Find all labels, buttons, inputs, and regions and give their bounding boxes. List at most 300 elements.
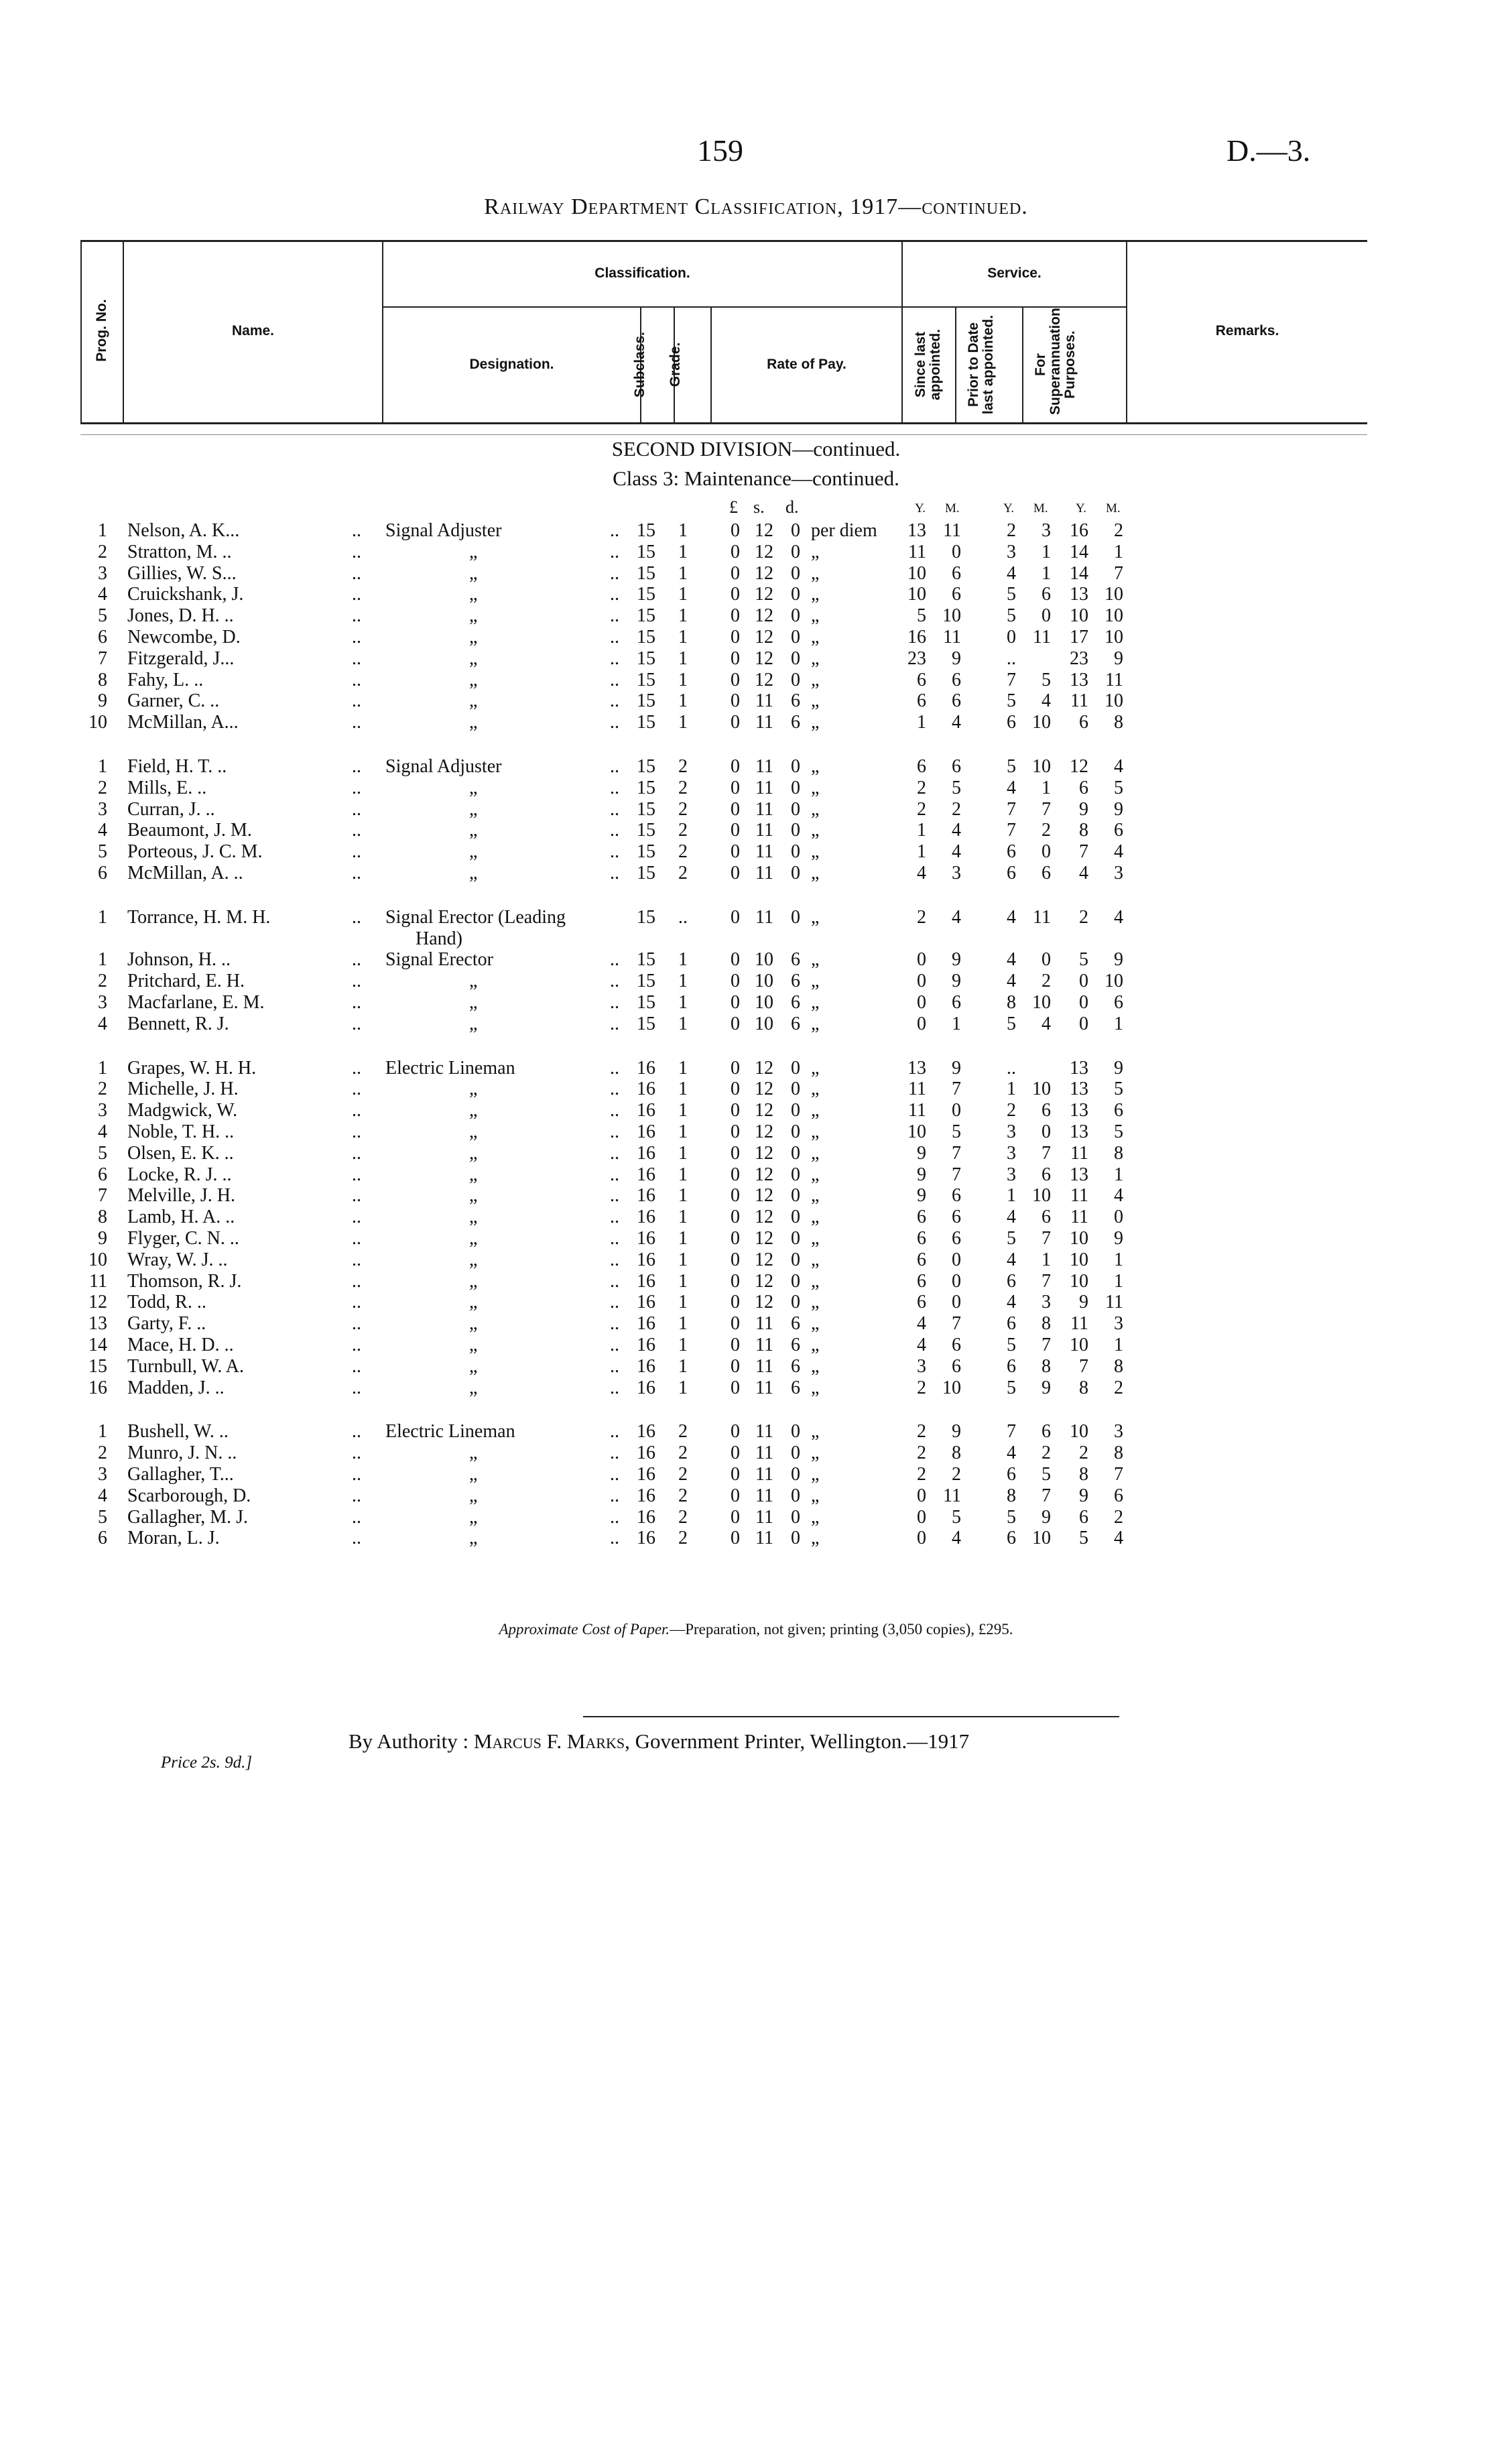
cell-d: 0 — [791, 1464, 800, 1485]
document-reference: D.—3. — [1226, 133, 1311, 168]
cell-m1: 11 — [943, 1485, 961, 1506]
cell-per: „ — [811, 584, 820, 605]
cell-m1: 6 — [952, 584, 961, 605]
cell-per: „ — [811, 541, 820, 562]
cell-name: Gallagher, T... — [127, 1464, 234, 1485]
cell-m3: 1 — [1114, 1249, 1123, 1270]
leader-dots: .. — [352, 1142, 361, 1164]
cell-d: 0 — [791, 863, 800, 883]
cell-s: 11 — [755, 1506, 773, 1528]
cell-m3: 4 — [1114, 906, 1123, 928]
cell-d: 0 — [791, 1164, 800, 1185]
cell-l: 0 — [731, 798, 740, 820]
cell-per: „ — [811, 1249, 820, 1270]
cell-m1: 9 — [952, 1421, 961, 1443]
cell-per: „ — [811, 712, 820, 733]
cell-des: „ — [469, 798, 478, 820]
cell-d: 0 — [791, 1421, 800, 1443]
cell-m2: 0 — [1042, 949, 1051, 971]
cell-per: „ — [811, 1121, 820, 1142]
cell-d: 0 — [791, 1228, 800, 1249]
leader-dots: .. — [610, 756, 619, 777]
cell-d: 0 — [791, 1528, 800, 1549]
leader-dots: .. — [610, 1079, 619, 1100]
cell-grd: 1 — [678, 992, 688, 1013]
cell-s: 12 — [755, 541, 773, 562]
cell-d: 6 — [791, 712, 800, 733]
cell-l: 0 — [731, 1292, 740, 1313]
cell-y1: 0 — [917, 1506, 926, 1528]
leader-dots: .. — [352, 1079, 361, 1100]
cell-m3: 2 — [1114, 520, 1123, 541]
cell-sub: 16 — [637, 1100, 655, 1121]
cell-grd: 1 — [678, 669, 688, 690]
cell-no: 2 — [98, 1443, 107, 1464]
cell-y3: 9 — [1079, 798, 1088, 820]
cell-y2: 6 — [1007, 841, 1016, 863]
cell-y1: 10 — [907, 1121, 926, 1142]
cell-y3: 2 — [1079, 906, 1088, 928]
cell-s: 11 — [755, 820, 773, 841]
cell-l: 0 — [731, 992, 740, 1013]
cell-no: 11 — [89, 1270, 107, 1292]
cell-sub: 15 — [637, 520, 655, 541]
cell-l: 0 — [731, 1100, 740, 1121]
cell-y3: 9 — [1079, 1292, 1088, 1313]
cell-y1: 9 — [917, 1185, 926, 1207]
cell-name: Pritchard, E. H. — [127, 971, 245, 992]
cell-per: „ — [811, 1485, 820, 1506]
cell-y3: 4 — [1079, 863, 1088, 883]
cell-des: Signal Erector (Leading — [385, 906, 566, 928]
leader-dots: .. — [610, 971, 619, 992]
leader-dots: .. — [352, 798, 361, 820]
cell-s: 11 — [755, 1355, 773, 1377]
cell-y3: 11 — [1070, 1207, 1088, 1228]
cell-grd: 1 — [678, 712, 688, 733]
cell-l: 0 — [731, 1185, 740, 1207]
cell-m3: 4 — [1114, 1528, 1123, 1549]
leader-dots: .. — [610, 1228, 619, 1249]
cell-m3: 4 — [1114, 1185, 1123, 1207]
cell-sub: 15 — [637, 1013, 655, 1034]
leader-dots: .. — [610, 541, 619, 562]
cell-grd: 1 — [678, 1377, 688, 1398]
cell-name: Wray, W. J. .. — [127, 1249, 228, 1270]
cell-y3: 14 — [1070, 541, 1088, 562]
cell-per: „ — [811, 1207, 820, 1228]
cell-m1: 2 — [952, 1464, 961, 1485]
cell-l: 0 — [731, 712, 740, 733]
cell-y3: 23 — [1070, 648, 1088, 669]
cell-name: Gillies, W. S... — [127, 562, 237, 584]
cell-sub: 15 — [637, 777, 655, 798]
cell-y2: 4 — [1007, 1292, 1016, 1313]
cell-per: „ — [811, 1355, 820, 1377]
cell-sub: 16 — [637, 1443, 655, 1464]
cell-s: 11 — [755, 756, 773, 777]
cell-l: 0 — [731, 1313, 740, 1335]
cell-d: 0 — [791, 669, 800, 690]
header-bottom-rule — [80, 422, 1367, 424]
table-row — [0, 820, 1512, 841]
cell-y1: 2 — [917, 1377, 926, 1398]
cell-m1: 6 — [952, 1335, 961, 1355]
cell-per: „ — [811, 949, 820, 971]
cell-sub: 15 — [637, 798, 655, 820]
cost-text: —Preparation, not given; printing (3,050 copies), £295. — [670, 1621, 1013, 1638]
table-row — [0, 627, 1512, 648]
cell-per: „ — [811, 605, 820, 627]
cell-y2: 4 — [1007, 971, 1016, 992]
cell-y1: 4 — [917, 863, 926, 883]
leader-dots: .. — [610, 992, 619, 1013]
leader-dots: .. — [610, 1528, 619, 1549]
cell-y1: 0 — [917, 1485, 926, 1506]
cell-y2: 7 — [1007, 798, 1016, 820]
unit-pound: £ — [729, 497, 738, 517]
cell-m1: 6 — [952, 756, 961, 777]
table-row — [0, 841, 1512, 863]
cell-s: 12 — [755, 627, 773, 648]
cell-d: 0 — [791, 1443, 800, 1464]
cell-name: Bushell, W. .. — [127, 1421, 229, 1443]
cell-y2: 3 — [1007, 1121, 1016, 1142]
cell-no: 9 — [98, 690, 107, 712]
cell-des: „ — [469, 971, 478, 992]
cell-name: Michelle, J. H. — [127, 1079, 239, 1100]
cell-m2: 10 — [1032, 756, 1051, 777]
cell-des: „ — [469, 648, 478, 669]
leader-dots: .. — [352, 1207, 361, 1228]
cell-no: 2 — [98, 541, 107, 562]
leader-dots: .. — [610, 1207, 619, 1228]
leader-dots: .. — [352, 627, 361, 648]
cell-y2: 6 — [1007, 1313, 1016, 1335]
cell-sub: 15 — [637, 669, 655, 690]
leader-dots: .. — [610, 669, 619, 690]
cell-m3: 9 — [1114, 1057, 1123, 1079]
leader-dots: .. — [610, 712, 619, 733]
cell-y1: 11 — [908, 1079, 926, 1100]
cell-m1: 7 — [952, 1079, 961, 1100]
leader-dots: .. — [610, 1464, 619, 1485]
cell-m1: 6 — [952, 1228, 961, 1249]
cell-des: „ — [469, 1485, 478, 1506]
cell-m1: 0 — [952, 1100, 961, 1121]
leader-dots: .. — [352, 1121, 361, 1142]
table-row — [0, 1335, 1512, 1356]
cell-des: „ — [469, 1377, 478, 1398]
cell-y1: 16 — [907, 627, 926, 648]
cell-des: „ — [469, 1292, 478, 1313]
cell-s: 12 — [755, 1207, 773, 1228]
cell-name: Thomson, R. J. — [127, 1270, 242, 1292]
header-subrule — [382, 306, 1126, 308]
cell-m2: 4 — [1042, 1013, 1051, 1034]
cell-grd: 1 — [678, 1249, 688, 1270]
header-classification: Classification. — [594, 265, 690, 281]
cell-m1: 2 — [952, 798, 961, 820]
cell-name: Madden, J. .. — [127, 1377, 225, 1398]
cell-no: 5 — [98, 605, 107, 627]
cell-y2: 2 — [1007, 1100, 1016, 1121]
cell-y3: 10 — [1070, 605, 1088, 627]
cell-des: Signal Adjuster — [385, 520, 502, 541]
header-subclass: Subclass. — [632, 331, 647, 398]
cell-y2: .. — [1007, 1057, 1016, 1079]
leader-dots: .. — [610, 1121, 619, 1142]
cell-y3: 13 — [1070, 1121, 1088, 1142]
cell-name: Porteous, J. C. M. — [127, 841, 263, 863]
cell-d: 0 — [791, 1079, 800, 1100]
cell-y2: 1 — [1007, 1185, 1016, 1207]
cell-m2: 6 — [1042, 584, 1051, 605]
cell-per: „ — [811, 1506, 820, 1528]
leader-dots: .. — [352, 669, 361, 690]
authority-prefix: By Authority : — [349, 1729, 469, 1753]
cell-y2: 3 — [1007, 541, 1016, 562]
cell-s: 11 — [755, 712, 773, 733]
cell-name: Mills, E. .. — [127, 777, 207, 798]
leader-dots: .. — [352, 971, 361, 992]
cell-y1: 6 — [917, 690, 926, 712]
cell-d: 0 — [791, 906, 800, 928]
cell-m1: 0 — [952, 1249, 961, 1270]
cell-name: Stratton, M. .. — [127, 541, 232, 562]
cell-s: 11 — [755, 1485, 773, 1506]
table-row — [0, 1292, 1512, 1313]
cell-m3: 4 — [1114, 841, 1123, 863]
cell-grd: 1 — [678, 1142, 688, 1164]
cell-des: „ — [469, 1228, 478, 1249]
table-row — [0, 1313, 1512, 1335]
cell-m3: 7 — [1114, 1464, 1123, 1485]
cell-m2: 6 — [1042, 1421, 1051, 1443]
cell-y2: 5 — [1007, 1228, 1016, 1249]
cell-y2: 7 — [1007, 669, 1016, 690]
printer-authority — [349, 1729, 969, 1754]
section-rule — [80, 434, 1367, 435]
cell-des: „ — [469, 1185, 478, 1207]
cell-m3: 7 — [1114, 562, 1123, 584]
leader-dots: .. — [352, 777, 361, 798]
cell-d: 0 — [791, 1506, 800, 1528]
cell-y2: 6 — [1007, 1270, 1016, 1292]
cell-name: Johnson, H. .. — [127, 949, 231, 971]
table-row — [0, 1507, 1512, 1528]
cell-l: 0 — [731, 1355, 740, 1377]
cell-y2: 8 — [1007, 1485, 1016, 1506]
cell-y3: 17 — [1070, 627, 1088, 648]
cell-sub: 15 — [637, 562, 655, 584]
table-row — [0, 756, 1512, 778]
cell-sub: 16 — [637, 1228, 655, 1249]
cell-m3: 1 — [1114, 1164, 1123, 1185]
cell-d: 0 — [791, 798, 800, 820]
cell-grd: 2 — [678, 1421, 688, 1443]
leader-dots: .. — [352, 1057, 361, 1079]
cell-l: 0 — [731, 1121, 740, 1142]
cell-per: „ — [811, 1142, 820, 1164]
cell-no: 4 — [98, 820, 107, 841]
cell-s: 12 — [755, 562, 773, 584]
cell-y3: 13 — [1070, 1079, 1088, 1100]
cell-no: 3 — [98, 992, 107, 1013]
leader-dots: .. — [352, 1313, 361, 1335]
cell-y3: 0 — [1079, 971, 1088, 992]
table-row — [0, 1185, 1512, 1207]
cell-m3: 6 — [1114, 1100, 1123, 1121]
division-heading: SECOND DIVISION—continued. — [611, 437, 901, 461]
cell-no: 8 — [98, 669, 107, 690]
cell-no: 16 — [88, 1377, 107, 1398]
cell-no: 2 — [98, 777, 107, 798]
cell-grd: 1 — [678, 562, 688, 584]
cell-grd: 2 — [678, 1506, 688, 1528]
cell-no: 5 — [98, 841, 107, 863]
cell-m1: 10 — [942, 1377, 961, 1398]
cell-des: „ — [469, 1464, 478, 1485]
leader-dots: .. — [352, 1528, 361, 1549]
cell-no: 5 — [98, 1506, 107, 1528]
cell-des: „ — [469, 1528, 478, 1549]
cell-sub: 16 — [637, 1421, 655, 1443]
cell-sub: 15 — [637, 648, 655, 669]
table-row — [0, 520, 1512, 542]
cell-m1: 9 — [952, 1057, 961, 1079]
leader-dots: .. — [352, 1100, 361, 1121]
cell-m1: 6 — [952, 690, 961, 712]
cell-s: 11 — [755, 1443, 773, 1464]
cell-grd: 1 — [678, 1355, 688, 1377]
cell-l: 0 — [731, 690, 740, 712]
table-row — [0, 1121, 1512, 1143]
cell-y2: .. — [1007, 648, 1016, 669]
cell-per: „ — [811, 1079, 820, 1100]
cell-no: 10 — [88, 1249, 107, 1270]
cell-y2: 6 — [1007, 1528, 1016, 1549]
cell-grd: 1 — [678, 1057, 688, 1079]
cell-m3: 1 — [1114, 1335, 1123, 1355]
cell-name: Beaumont, J. M. — [127, 820, 252, 841]
cell-y3: 10 — [1070, 1270, 1088, 1292]
cell-y1: 4 — [917, 1335, 926, 1355]
cell-y3: 0 — [1079, 1013, 1088, 1034]
cell-d: 0 — [791, 777, 800, 798]
cell-y1: 6 — [917, 1270, 926, 1292]
table-row — [0, 1100, 1512, 1121]
cell-grd: 1 — [678, 1185, 688, 1207]
cell-d: 6 — [791, 1335, 800, 1355]
cell-d: 0 — [791, 648, 800, 669]
leader-dots: .. — [352, 520, 361, 541]
cell-d: 6 — [791, 949, 800, 971]
leader-dots: .. — [610, 1377, 619, 1398]
cell-des: „ — [469, 1164, 478, 1185]
table-row — [0, 1421, 1512, 1443]
cell-y1: 3 — [917, 1355, 926, 1377]
cell-d: 0 — [791, 1249, 800, 1270]
cell-s: 12 — [755, 605, 773, 627]
cell-sub: 15 — [637, 906, 655, 928]
table-row — [0, 799, 1512, 820]
cell-name: Nelson, A. K... — [127, 520, 240, 541]
cell-grd: 2 — [678, 863, 688, 883]
cell-d: 0 — [791, 541, 800, 562]
cell-y3: 0 — [1079, 992, 1088, 1013]
cell-s: 11 — [755, 690, 773, 712]
leader-dots: .. — [610, 1057, 619, 1079]
cell-s: 11 — [755, 1528, 773, 1549]
cell-y1: 5 — [917, 605, 926, 627]
cell-per: „ — [811, 906, 820, 928]
cell-m2: 4 — [1042, 690, 1051, 712]
cell-grd: 2 — [678, 1485, 688, 1506]
cell-grd: 1 — [678, 605, 688, 627]
cell-m2: 9 — [1042, 1506, 1051, 1528]
cell-d: 0 — [791, 584, 800, 605]
cell-des: Signal Adjuster — [385, 756, 502, 777]
leader-dots: .. — [610, 1185, 619, 1207]
cell-per: „ — [811, 798, 820, 820]
cell-d: 0 — [791, 627, 800, 648]
cell-grd: 1 — [678, 1100, 688, 1121]
cell-sub: 16 — [637, 1164, 655, 1185]
cell-y2: 5 — [1007, 1377, 1016, 1398]
cell-per: „ — [811, 648, 820, 669]
cell-m3: 4 — [1114, 756, 1123, 777]
table-row — [0, 1164, 1512, 1186]
cell-y1: 2 — [917, 1464, 926, 1485]
table-row — [0, 778, 1512, 799]
cell-sub: 16 — [637, 1528, 655, 1549]
cell-m1: 6 — [952, 992, 961, 1013]
cell-y2: 6 — [1007, 1464, 1016, 1485]
leader-dots: .. — [610, 520, 619, 541]
unit-pence: d. — [785, 497, 799, 517]
cell-y1: 0 — [917, 992, 926, 1013]
cell-des: „ — [469, 1506, 478, 1528]
cell-y1: 23 — [907, 648, 926, 669]
cell-s: 12 — [755, 520, 773, 541]
cell-grd: 2 — [678, 820, 688, 841]
cell-s: 12 — [755, 1249, 773, 1270]
cell-des: „ — [469, 1207, 478, 1228]
cell-sub: 15 — [637, 949, 655, 971]
cell-name: Bennett, R. J. — [127, 1013, 229, 1034]
cell-l: 0 — [731, 584, 740, 605]
cell-grd: 1 — [678, 1335, 688, 1355]
cell-y2: 6 — [1007, 863, 1016, 883]
cell-y1: 2 — [917, 906, 926, 928]
class-heading: Class 3: Maintenance—continued. — [613, 467, 899, 490]
header-grade: Grade. — [668, 342, 683, 387]
leader-dots: .. — [352, 1249, 361, 1270]
leader-dots: .. — [610, 1421, 619, 1443]
leader-dots: .. — [610, 1355, 619, 1377]
cell-des: „ — [469, 712, 478, 733]
cell-name: Garner, C. .. — [127, 690, 220, 712]
cell-y2: 4 — [1007, 1443, 1016, 1464]
cell-grd: 1 — [678, 971, 688, 992]
cell-y1: 1 — [917, 712, 926, 733]
cell-m3: 3 — [1114, 1313, 1123, 1335]
cell-m1: 4 — [952, 841, 961, 863]
cell-sub: 16 — [637, 1249, 655, 1270]
cell-name: Gallagher, M. J. — [127, 1506, 249, 1528]
cell-m3: 9 — [1114, 949, 1123, 971]
